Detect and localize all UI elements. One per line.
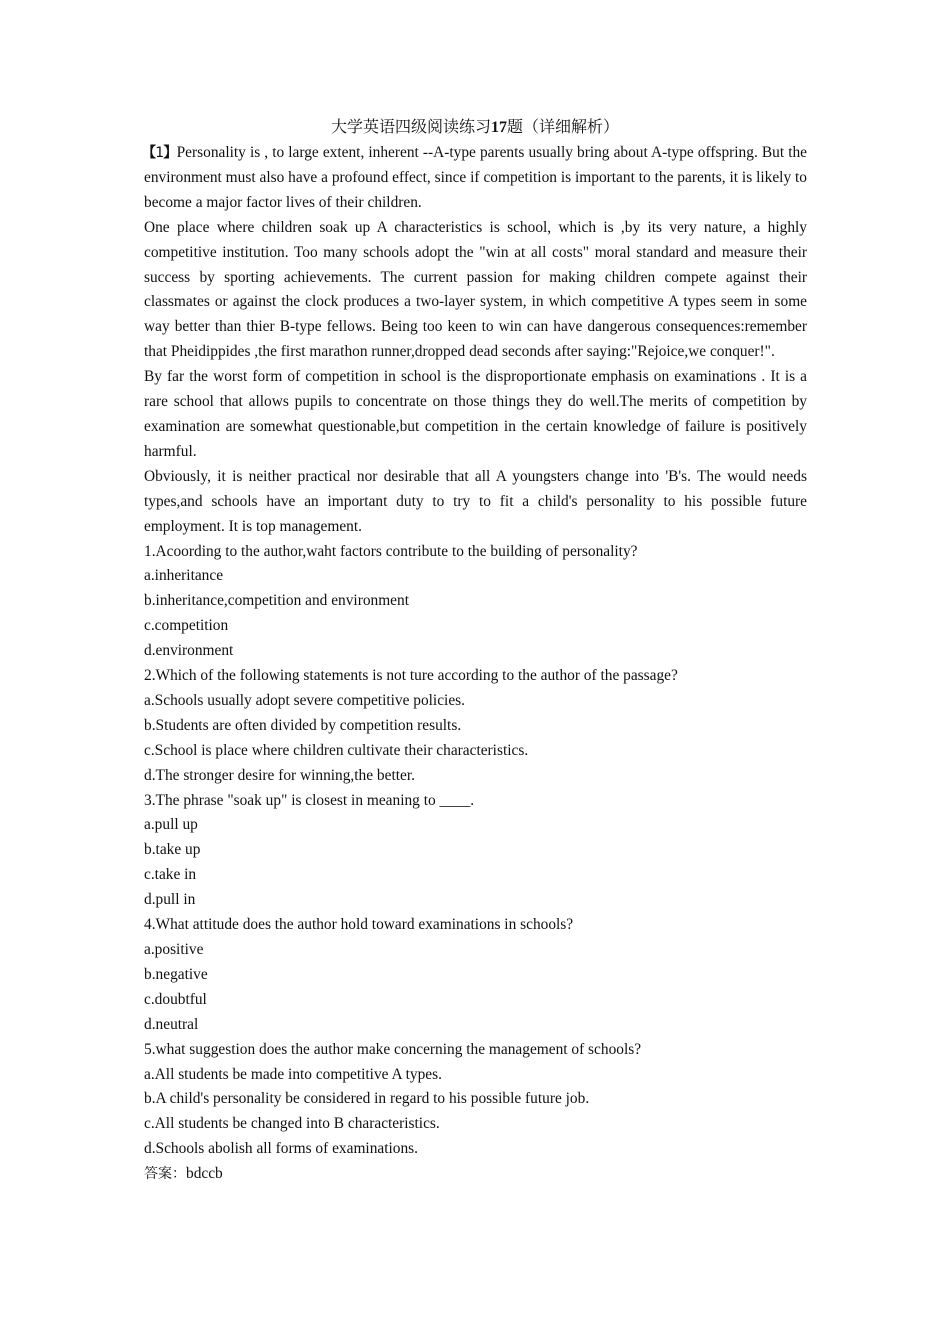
- option-d: d.The stronger desire for winning,the better.: [144, 766, 415, 784]
- option-c: c.take in: [144, 866, 197, 884]
- passage-paragraph-3: By far the worst form of competition in school is the disproportionate emphasis on examinations . It is a rare school that allows pupils to concentrate on those things they do well.The merits of competition by examination are somewhat questionable,but competition in the certain knowledge of failure is positively harmful.: [144, 368, 807, 460]
- passage-paragraph-1: [144, 141, 807, 216]
- question-stem: 5.what suggestion does the author make concerning the management of schools?: [144, 1040, 642, 1058]
- option-b: b.Students are often divided by competition results.: [144, 716, 462, 734]
- option-d: d.environment: [144, 642, 234, 660]
- option-d: d.neutral: [144, 1015, 199, 1033]
- marker-number: 1: [155, 145, 164, 161]
- option-b: b.A child's personality be considered in regard to his possible future job.: [144, 1090, 590, 1108]
- option-a: a.inheritance: [144, 567, 224, 585]
- answer-value: bdccb: [186, 1165, 223, 1183]
- title-suffix: 题（详细解析）: [507, 119, 620, 136]
- question-stem: 2.Which of the following statements is not ture according to the author of the passage?: [144, 667, 678, 685]
- answer-key: [144, 1162, 807, 1187]
- question-stem: 1.Acoording to the author,waht factors contribute to the building of personality?: [144, 542, 638, 560]
- section-marker: [142, 145, 177, 161]
- option-b: b.negative: [144, 965, 208, 983]
- option-c: c.doubtful: [144, 990, 207, 1008]
- title-number: 17: [491, 119, 507, 136]
- option-d: d.Schools abolish all forms of examinations.: [144, 1140, 419, 1158]
- option-a: a.positive: [144, 941, 204, 958]
- answer-label: 答案：: [144, 1166, 186, 1183]
- marker-open: 【: [142, 145, 156, 161]
- option-d: d.pull in: [144, 891, 196, 909]
- document-body: [144, 141, 807, 1187]
- question-2: [144, 664, 807, 789]
- option-c: c.All students be changed into B characteristics.: [144, 1115, 440, 1133]
- option-c: c.competition: [144, 617, 229, 635]
- marker-close: 】: [163, 145, 177, 161]
- question-4: [144, 913, 807, 1038]
- option-a: a.All students be made into competitive A types.: [144, 1065, 442, 1083]
- question-3: [144, 789, 807, 914]
- paragraph-text: Personality is , to large extent, inherent --A-type parents usually bring about A-type offspring. But the environment must also have a profound effect, since if competition is important to the parents, it is likely to become a major factor lives of their children.: [144, 144, 807, 211]
- option-b: b.take up: [144, 841, 201, 859]
- question-stem: 4.What attitude does the author hold toward examinations in schools?: [144, 916, 574, 934]
- question-5: [144, 1038, 807, 1163]
- question-stem: 3.The phrase "soak up" is closest in meaning to ____.: [144, 791, 475, 809]
- option-a: a.pull up: [144, 816, 198, 834]
- option-a: a.Schools usually adopt severe competitive policies.: [144, 691, 465, 709]
- page-title: [0, 115, 950, 140]
- passage-paragraph-2: One place where children soak up A characteristics is school, which is ,by its very nature, a highly competitive institution. Too many schools adopt the "win at all costs" moral standard and measure their success by sporting achievements. The current passion for making children compete against their classmates or against the clock produces a two-layer system, in which competitive A types seem in some way better than thier B-type fellows. Being too keen to win can have dangerous consequences:remember that Pheidippides ,the first marathon runner,dropped dead seconds after saying:"Rejoice,we conquer!".: [144, 218, 807, 361]
- option-c: c.School is place where children cultivate their characteristics.: [144, 741, 529, 759]
- question-1: [144, 540, 807, 665]
- option-b: b.inheritance,competition and environment: [144, 592, 409, 610]
- title-prefix: 大学英语四级阅读练习: [330, 119, 491, 136]
- passage-paragraph-4: Obviously, it is neither practical nor desirable that all A youngsters change into 'B's. The would needs types,and schools have an important duty to try to fit a child's personality to his possible future employment. It is top management.: [144, 467, 807, 535]
